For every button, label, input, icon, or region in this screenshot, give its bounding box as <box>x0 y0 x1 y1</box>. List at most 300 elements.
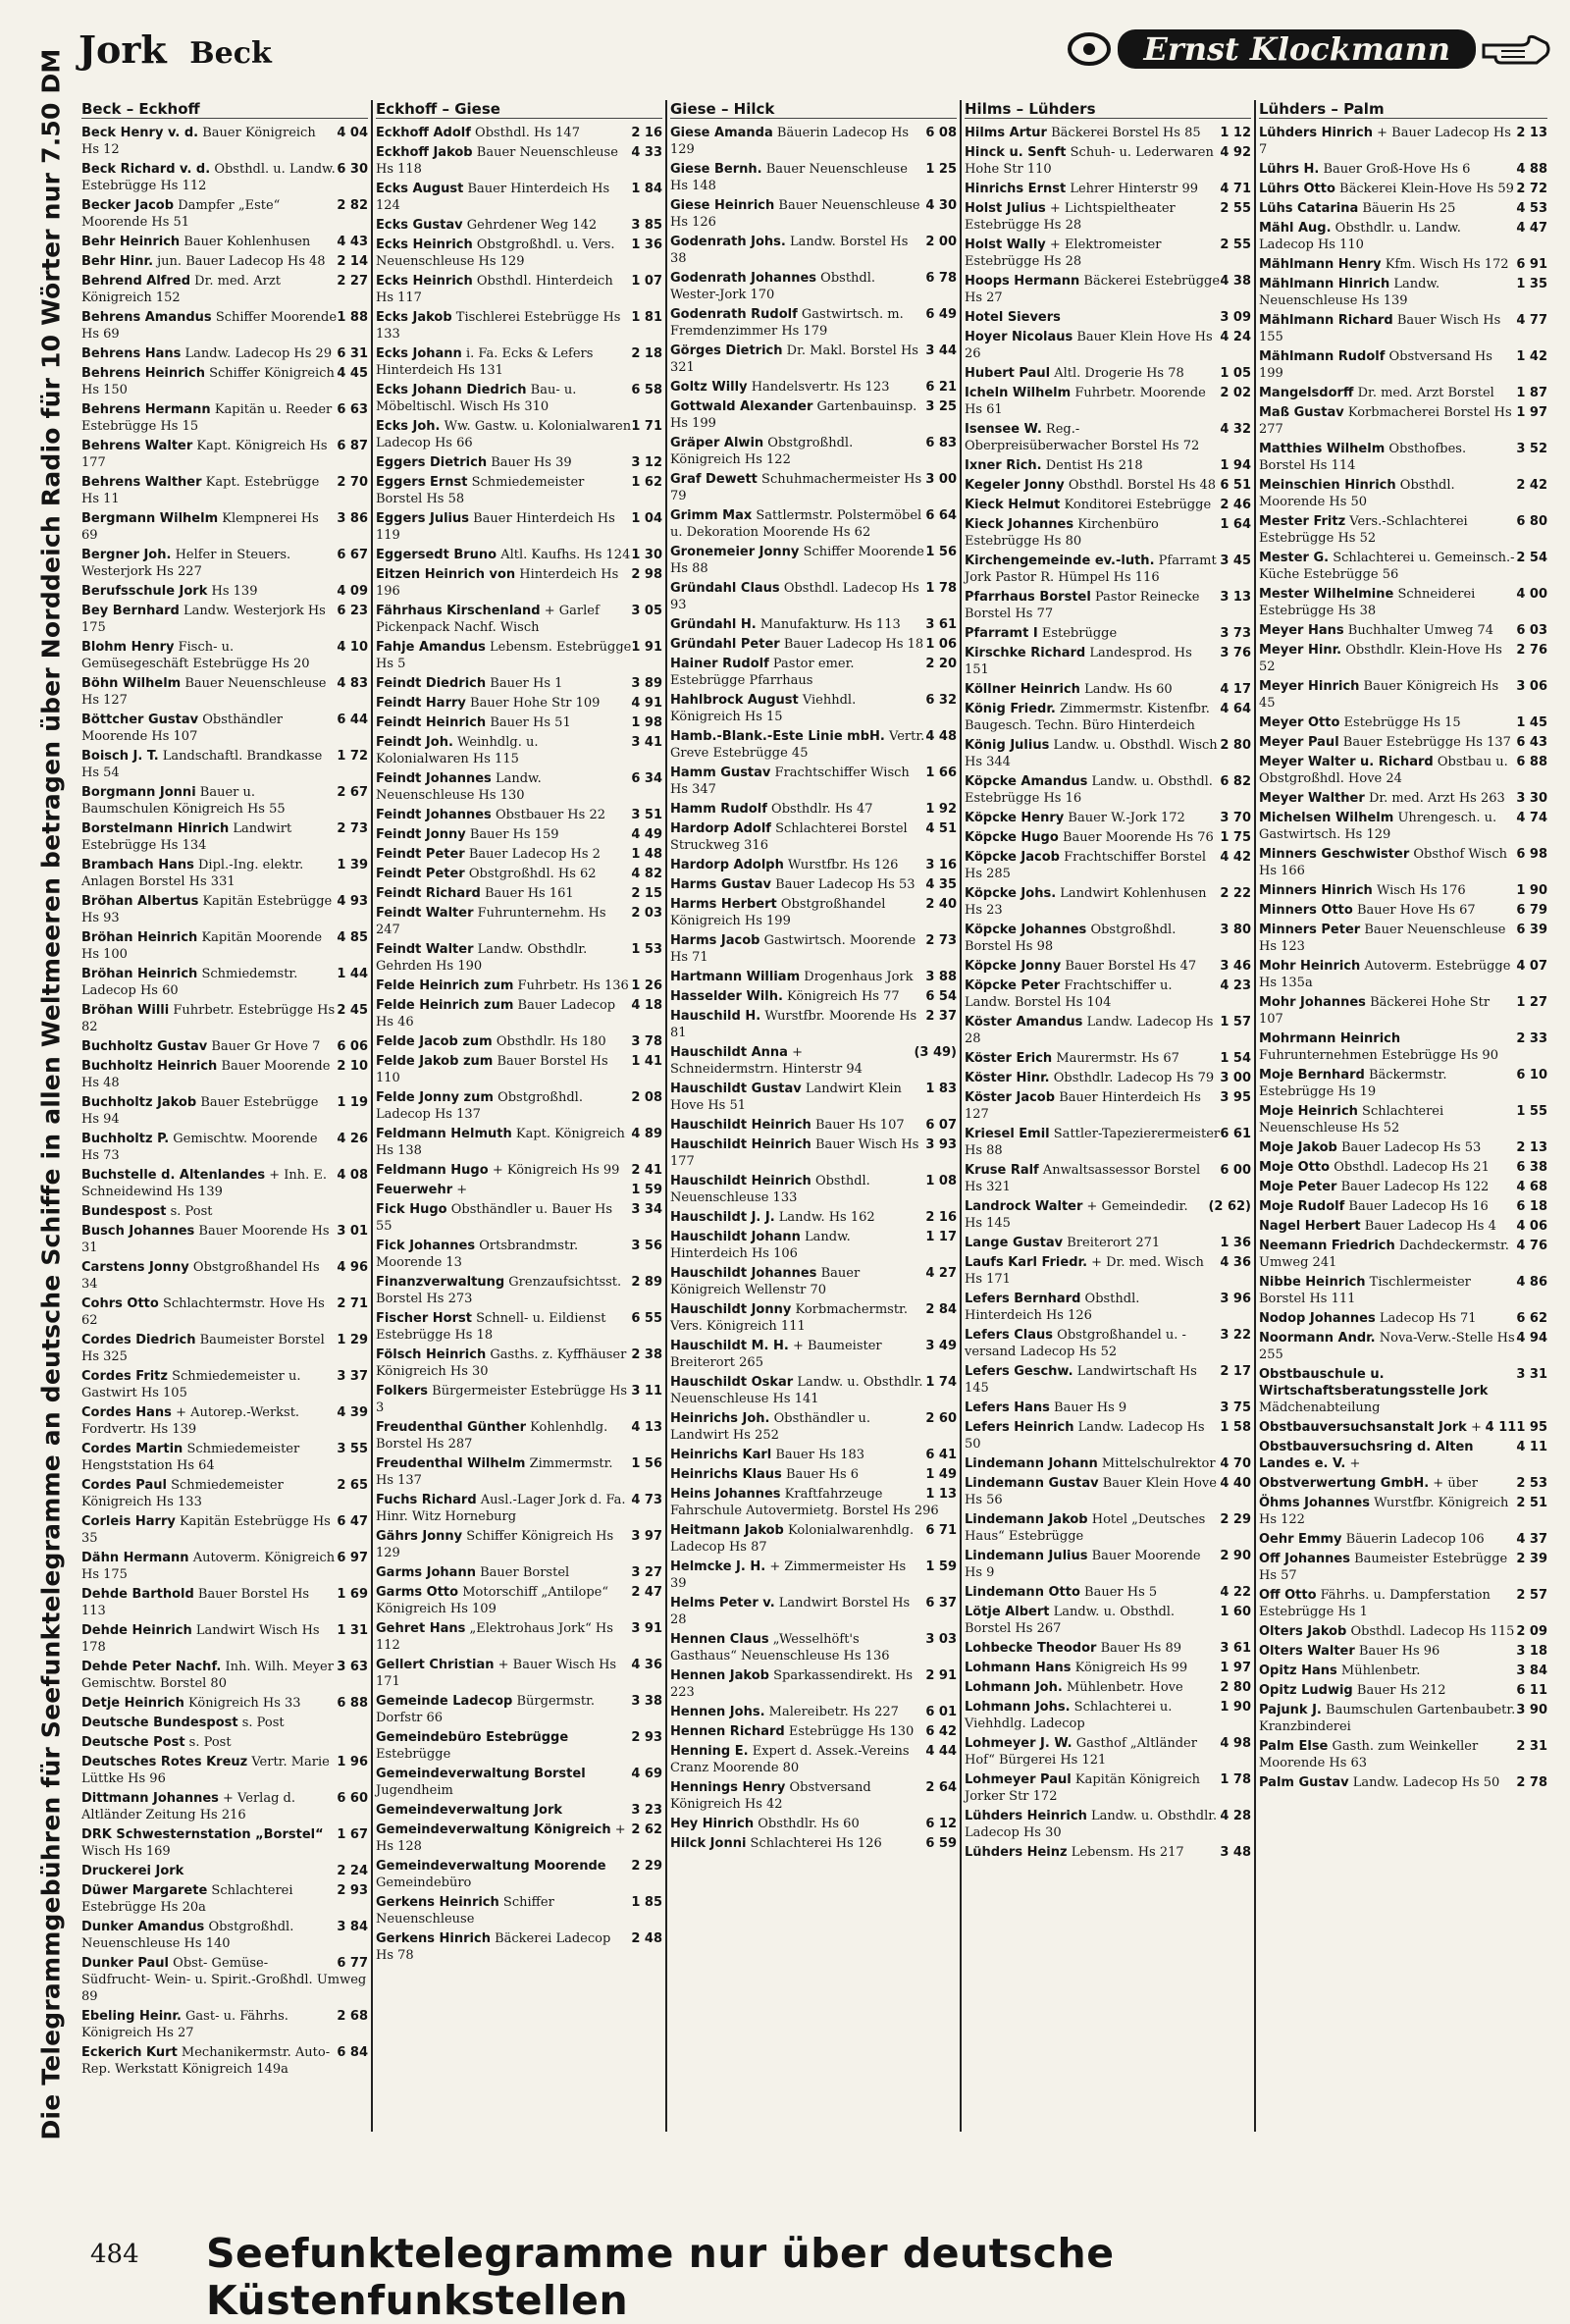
entry-name: Minners Peter <box>1259 923 1361 937</box>
directory-entry <box>965 1735 1251 1769</box>
directory-entry <box>376 1858 662 1891</box>
entry-name: Hennen Jakob <box>670 1668 769 1683</box>
directory-entry <box>81 401 368 435</box>
entry-detail: Landw. Ladecop Hs 28 <box>965 1015 1214 1046</box>
directory-entry <box>376 885 662 902</box>
entry-detail: Jugendheim <box>376 1783 453 1798</box>
entry-name: Hauschildt Oskar <box>670 1375 794 1390</box>
entry-detail: + Verlag d. Altländer Zeitung Hs 216 <box>81 1791 295 1822</box>
entry-phone: 2 42 <box>1516 478 1547 493</box>
directory-entry <box>376 846 662 863</box>
directory-entry <box>1259 882 1547 899</box>
entry-phone: 3 61 <box>925 617 957 632</box>
entry-phone: 2 03 <box>631 906 662 921</box>
directory-entry <box>376 1383 662 1416</box>
hand-pointer-icon <box>1482 31 1550 67</box>
directory-entry <box>376 1201 662 1235</box>
entry-detail: Frachtschiffer u. Landw. Borstel Hs 104 <box>965 978 1173 1010</box>
entry-name: Kruse Ralf <box>965 1163 1039 1178</box>
entry-name: Isensee W. <box>965 422 1042 437</box>
entry-detail: Drogenhaus Jork <box>804 970 914 984</box>
entry-phone: 1 83 <box>925 1082 957 1096</box>
entry-phone: 2 98 <box>631 567 662 582</box>
directory-entry <box>1259 200 1547 217</box>
entry-detail: Manufakturw. Hs 113 <box>759 617 901 632</box>
directory-entry <box>1259 1179 1547 1195</box>
entry-phone: 3 45 <box>1220 554 1251 568</box>
entry-name: Hennen Johs. <box>670 1705 765 1719</box>
entry-detail: Bauer Borstel Hs 110 <box>376 1054 608 1085</box>
directory-entry <box>81 893 368 926</box>
entry-detail: Bäckerei Ladecop Hs 78 <box>376 1931 611 1963</box>
entry-phone: 3 05 <box>631 604 662 618</box>
directory-entry <box>1259 1682 1547 1699</box>
entry-phone: 2 38 <box>631 1347 662 1362</box>
directory-entry <box>1259 1623 1547 1640</box>
entry-detail: Bauer Ladecop Hs 4 <box>1364 1219 1496 1234</box>
directory-entry <box>965 922 1251 955</box>
entry-detail: Obsthändler Moorende Hs 107 <box>81 713 284 744</box>
entry-name: Gottwald Alexander <box>670 399 813 414</box>
entry-detail: Obsthofbes. Borstel Hs 114 <box>1259 442 1467 473</box>
entry-phone: 2 93 <box>337 1883 368 1898</box>
directory-entry <box>670 1743 957 1776</box>
entry-detail: Handelsvertr. Hs 123 <box>751 380 890 395</box>
directory-entry <box>1259 586 1547 619</box>
entry-name: Lohmann Joh. <box>965 1680 1063 1695</box>
entry-phone: 2 70 <box>337 475 368 490</box>
entry-phone: 1 44 <box>337 967 368 981</box>
directory-entry <box>81 345 368 362</box>
entry-phone: 4 53 <box>1516 201 1547 216</box>
entry-name: Minners Geschwister <box>1259 847 1410 862</box>
entry-name: Grimm Max <box>670 508 753 523</box>
entry-name: Görges Dietrich <box>670 343 783 358</box>
entry-detail: Ww. Gastw. u. Kolonialwaren Ladecop Hs 66 <box>376 419 632 450</box>
entry-name: Lühders Heinrich <box>965 1809 1087 1823</box>
directory-entry <box>670 379 957 396</box>
directory-entry <box>376 1492 662 1525</box>
entry-phone: 1 85 <box>631 1895 662 1910</box>
entry-phone: 6 18 <box>1516 1199 1547 1214</box>
entry-phone: 4 91 <box>631 696 662 711</box>
directory-entry <box>670 435 957 468</box>
directory-entry <box>670 1338 957 1371</box>
entry-phone: 4 04 <box>337 126 368 140</box>
entry-phone: 6 30 <box>337 162 368 177</box>
directory-entry <box>1259 312 1547 345</box>
entry-phone: 1 97 <box>1516 405 1547 420</box>
entry-name: Bröhan Willi <box>81 1003 170 1018</box>
entry-detail: Bauer Königreich Wellenstr 70 <box>670 1266 861 1297</box>
entry-detail: Landwirt Borstel Hs 28 <box>670 1596 911 1627</box>
entry-name: Hoops Hermann <box>965 274 1080 289</box>
entry-phone: 3 12 <box>631 455 662 470</box>
entry-name: Heitmann Jakob <box>670 1523 784 1538</box>
directory-entry <box>376 345 662 379</box>
entry-detail: Schuh- u. Lederwaren Hohe Str 110 <box>965 145 1214 177</box>
entry-name: Köpcke Jonny <box>965 959 1062 974</box>
directory-entry <box>81 1586 368 1619</box>
entry-phone: 6 67 <box>337 548 368 562</box>
directory-entry <box>376 1126 662 1159</box>
entry-phone: 6 88 <box>1516 755 1547 769</box>
entry-phone: 4 10 <box>337 640 368 655</box>
entry-detail: Fuhrunternehm. Hs 247 <box>376 906 606 937</box>
entry-detail: Landw. u. Obsthdl. Estebrügge Hs 16 <box>965 774 1213 806</box>
directory-entry <box>1259 256 1547 273</box>
directory-entry <box>376 866 662 882</box>
directory-entry <box>81 1332 368 1365</box>
directory-entry <box>81 966 368 999</box>
entry-phone: 4 48 <box>925 729 957 744</box>
entry-name: Behrens Hans <box>81 346 182 361</box>
entry-detail: Gemischtw. Moorende Hs 73 <box>81 1132 318 1163</box>
entry-phone: 2 29 <box>631 1859 662 1874</box>
entry-name: Kegeler Jonny <box>965 478 1065 493</box>
directory-entry <box>376 1310 662 1344</box>
entry-detail: Obstgroßhdl. u. Vers. Neuenschleuse Hs 129 <box>376 238 615 269</box>
entry-name: Godenrath Johs. <box>670 235 786 249</box>
entry-detail: + Dr. med. Wisch Hs 171 <box>965 1255 1204 1287</box>
entry-phone: 6 23 <box>337 604 368 618</box>
entry-name: Beck Henry v. d. <box>81 126 199 140</box>
entry-detail: Gastwirtsch. m. Fremdenzimmer Hs 179 <box>670 307 904 339</box>
entry-detail: Landwirtschaft Hs 145 <box>965 1364 1197 1396</box>
entry-detail: Wisch Hs 176 <box>1376 883 1466 898</box>
entry-name: Lefers Hans <box>965 1400 1050 1415</box>
entry-name: Hinrichs Ernst <box>965 182 1067 196</box>
directory-entry <box>81 1754 368 1787</box>
directory-entry <box>1259 810 1547 843</box>
entry-detail: Bauer Ladecop Hs 53 <box>1340 1140 1482 1155</box>
directory-entry <box>1259 550 1547 583</box>
entry-phone: 1 69 <box>337 1587 368 1602</box>
entry-name: Carstens Jonny <box>81 1260 189 1275</box>
entry-detail: Bauer Hs 183 <box>775 1448 865 1462</box>
entry-name: Harms Herbert <box>670 897 777 912</box>
entry-name: Gerkens Hinrich <box>376 1931 491 1946</box>
entry-name: Ecks Gustav <box>376 218 463 233</box>
entry-detail: Bäckerei Estebrügge Hs 27 <box>965 274 1221 305</box>
entry-name: Lindemann Julius <box>965 1549 1088 1563</box>
entry-detail: Grenzaufsichtsst. Borstel Hs 273 <box>376 1275 622 1306</box>
entry-detail: Schiffer Neuenschleuse <box>376 1895 554 1927</box>
entry-detail: Wurstfbr. Hs 126 <box>788 858 899 872</box>
entry-name: Feindt Richard <box>376 886 481 901</box>
directory-entry <box>81 1734 368 1751</box>
entry-detail: Ladecop Hs 71 <box>1379 1311 1477 1326</box>
directory-entry <box>965 1771 1251 1805</box>
entry-phone: 3 90 <box>1516 1703 1547 1717</box>
entry-detail: Kapitän u. Reeder Estebrügge Hs 15 <box>81 402 333 434</box>
entry-name: Fuchs Richard <box>376 1493 477 1507</box>
entry-name: Matthies Wilhelm <box>1259 442 1386 456</box>
entry-name: Feindt Joh. <box>376 735 453 750</box>
entry-phone: 2 22 <box>1220 886 1251 901</box>
directory-entry <box>376 1419 662 1452</box>
entry-phone: 4 11 <box>1485 1420 1517 1435</box>
entry-detail: Landw. Obsthdlr. Gehrden Hs 190 <box>376 942 588 974</box>
entry-name: Gährs Jonny <box>376 1529 463 1544</box>
directory-entry <box>670 765 957 798</box>
entry-name: Cordes Hans <box>81 1405 172 1420</box>
entry-phone: 2 37 <box>925 1009 957 1024</box>
entry-phone: 1 75 <box>1220 830 1251 845</box>
entry-detail: + Schneidermstrn. Hinterstr 94 <box>670 1045 863 1077</box>
entry-detail: Vers.-Schlachterei Estebrügge Hs 52 <box>1259 514 1468 546</box>
entry-name: Moje Heinrich <box>1259 1104 1358 1119</box>
entry-phone: 6 06 <box>337 1039 368 1054</box>
entry-name: Opitz Hans <box>1259 1664 1337 1678</box>
header-place: Jork <box>78 27 167 72</box>
entry-phone: 1 78 <box>1220 1772 1251 1787</box>
entry-name: Cordes Martin <box>81 1442 183 1456</box>
directory-entry <box>670 1816 957 1832</box>
directory-entry <box>1259 1551 1547 1584</box>
entry-detail: Anwaltsassessor Borstel Hs 321 <box>965 1163 1201 1194</box>
entry-phone: 3 22 <box>1220 1328 1251 1343</box>
entry-detail: + Garlef Pickenpack Nachf. Wisch <box>376 604 600 635</box>
entry-name: Deutsche Bundespost <box>81 1716 238 1730</box>
entry-phone: 2 76 <box>1516 643 1547 658</box>
entry-detail: + Bauer Wisch Hs 171 <box>376 1658 617 1689</box>
entry-phone: 1 66 <box>925 766 957 780</box>
entry-detail: Obsthdlr. Hs 180 <box>496 1034 606 1049</box>
directory-entry <box>81 365 368 398</box>
entry-phone: 1 92 <box>925 802 957 817</box>
entry-phone: 1 57 <box>1220 1015 1251 1030</box>
entry-name: Beck Richard v. d. <box>81 162 211 177</box>
entry-detail: Obsthdlr. Hs 60 <box>758 1817 860 1831</box>
entry-name: Feindt Johannes <box>376 771 492 786</box>
entry-name: Kirchengemeinde ev.-luth. <box>965 554 1155 568</box>
entry-phone: 6 43 <box>1516 735 1547 750</box>
entry-name: Mester Wilhelmine <box>1259 587 1394 602</box>
entry-name: Hauschildt Heinrich <box>670 1118 811 1133</box>
entry-phone: 4 36 <box>631 1658 662 1672</box>
entry-name: Meyer Hinr. <box>1259 643 1342 658</box>
entry-name: Gemeindeverwaltung Borstel <box>376 1767 586 1781</box>
directory-entry <box>670 1209 957 1226</box>
entry-phone: 2 55 <box>1220 201 1251 216</box>
directory-entry <box>376 125 662 141</box>
directory-entry <box>670 471 957 504</box>
directory-entry <box>965 1584 1251 1601</box>
directory-entry <box>81 1790 368 1823</box>
directory-entry <box>376 941 662 975</box>
entry-name: Moje Otto <box>1259 1160 1331 1175</box>
entry-name: Lohmeyer Paul <box>965 1772 1072 1787</box>
entry-phone: 1 42 <box>1516 349 1547 364</box>
entry-name: Eggersedt Bruno <box>376 548 497 562</box>
entry-name: Eggers Dietrich <box>376 455 488 470</box>
directory-entry <box>81 1368 368 1401</box>
entry-detail: Expert d. Assek.-Vereins Cranz Moorende 80 <box>670 1744 910 1775</box>
entry-detail: Obstgroßhdl. Ladecop Hs 137 <box>376 1090 583 1122</box>
entry-detail: + <box>1470 1420 1482 1435</box>
entry-detail: + über <box>1433 1476 1478 1491</box>
entry-phone: 1 53 <box>631 942 662 957</box>
entry-detail: Königreich Hs 33 <box>188 1696 301 1711</box>
entry-detail: Bauer Klein Hove Hs 26 <box>965 330 1213 361</box>
entry-detail: „Elektrohaus Jork“ Hs 112 <box>376 1621 613 1653</box>
directory-entry <box>965 977 1251 1011</box>
directory-entry <box>965 365 1251 382</box>
entry-detail: Obsthdl. Hinterdeich Hs 126 <box>965 1292 1140 1323</box>
entry-phone: 4 43 <box>337 235 368 249</box>
entry-detail: Obsthdl. Wester-Jork 170 <box>670 271 876 302</box>
directory-entry <box>1259 1587 1547 1620</box>
entry-name: Eggers Julius <box>376 511 469 526</box>
entry-name: Cordes Paul <box>81 1478 167 1493</box>
entry-detail: Reg.-Oberpreisüberwacher Borstel Hs 72 <box>965 422 1200 453</box>
entry-detail: Korbmacherei Borstel Hs 277 <box>1259 405 1512 437</box>
entry-name: Feindt Walter <box>376 906 474 921</box>
entry-name: Gräper Alwin <box>670 436 764 450</box>
directory-entry <box>81 1622 368 1656</box>
entry-detail: Frachtschiffer Borstel Hs 285 <box>965 850 1207 881</box>
entry-detail: Landw. Hinterdeich Hs 106 <box>670 1230 851 1261</box>
directory-entry <box>670 656 957 689</box>
entry-phone: 6 61 <box>1220 1127 1251 1141</box>
directory-entry <box>965 1455 1251 1472</box>
entry-detail: Obsthdl. Moorende Hs 50 <box>1259 478 1455 509</box>
entry-name: Bröhan Heinrich <box>81 967 198 981</box>
entry-phone: 3 89 <box>631 676 662 691</box>
directory-entry <box>965 309 1251 326</box>
entry-name: Hubert Paul <box>965 366 1051 381</box>
entry-name: Obstbauversuchsanstalt Jork <box>1259 1420 1467 1435</box>
entry-phone: 4 11 <box>1516 1440 1547 1454</box>
entry-name: Henning E. <box>670 1744 749 1759</box>
directory-entry <box>965 681 1251 698</box>
entry-name: Hennen Richard <box>670 1724 785 1739</box>
entry-detail: Landw. u. Obsthdl. Borstel Hs 267 <box>965 1605 1176 1636</box>
entry-name: Düwer Margarete <box>81 1883 208 1898</box>
entry-name: Pajunk J. <box>1259 1703 1322 1717</box>
directory-entry <box>670 306 957 340</box>
entry-detail: Weinhdlg. u. Kolonialwaren Hs 115 <box>376 735 539 766</box>
entry-detail: Bauer Hs 107 <box>814 1118 905 1133</box>
entry-phone: 2 60 <box>925 1411 957 1426</box>
entry-phone: 6 39 <box>1516 923 1547 937</box>
entry-name: Cordes Diedrich <box>81 1333 196 1347</box>
entry-name: Meyer Paul <box>1259 735 1339 750</box>
entry-name: Dehde Barthold <box>81 1587 194 1602</box>
directory-entry <box>965 237 1251 270</box>
entry-detail: Bauer Königreich Hs 12 <box>81 126 316 157</box>
entry-name: Hardorp Adolf <box>670 821 771 836</box>
directory-entry <box>376 474 662 507</box>
entry-name: Meyer Walther <box>1259 791 1365 806</box>
entry-phone: 1 17 <box>925 1230 957 1244</box>
entry-name: Gemeindebüro Estebrügge <box>376 1730 569 1745</box>
entry-detail: Obstversand Königreich Hs 42 <box>670 1780 871 1812</box>
directory-entry <box>965 457 1251 474</box>
entry-detail: Gasth. zum Weinkeller Moorende Hs 63 <box>1259 1739 1479 1770</box>
directory-entry <box>376 734 662 767</box>
entry-detail: Bauer Moorende Hs 76 <box>1062 830 1214 845</box>
entry-detail: Bauer Borstel <box>480 1565 570 1580</box>
directory-entry <box>965 589 1251 622</box>
entry-detail: Bäckermstr. Estebrügge Hs 19 <box>1259 1068 1447 1099</box>
entry-phone: 1 56 <box>631 1456 662 1471</box>
directory-columns <box>78 100 1552 2132</box>
entry-name: Fölsch Heinrich <box>376 1347 487 1362</box>
entry-phone: 2 48 <box>631 1931 662 1946</box>
column-heading: Eckhoff – Giese <box>376 100 662 119</box>
entry-detail: Ausl.-Lager Jork d. Fa. Hinr. Witz Horneburg <box>376 1493 626 1524</box>
entry-name: Feindt Peter <box>376 867 465 881</box>
page-header <box>78 27 1550 71</box>
entry-phone: (3 49) <box>914 1045 957 1060</box>
directory-entry <box>670 1173 957 1206</box>
entry-name: Hauschildt Gustav <box>670 1082 802 1096</box>
entry-detail: Bauer Hs 5 <box>1084 1585 1158 1600</box>
entry-detail: Bauer Estebrügge Hs 137 <box>1342 735 1511 750</box>
directory-entry <box>81 1863 368 1879</box>
entry-name: Gellert Christian <box>376 1658 495 1672</box>
entry-name: Obstbauversuchsring d. Alten Landes e. V. <box>1259 1440 1474 1471</box>
entry-detail: Obsthdlr. u. Landw. Ladecop Hs 110 <box>1259 221 1461 252</box>
entry-detail: + Hs 128 <box>376 1822 626 1854</box>
entry-name: Hainer Rudolf <box>670 657 769 671</box>
entry-detail: Kapitän Estebrügge Hs 35 <box>81 1514 331 1546</box>
entry-detail: Bauer Wisch Hs 155 <box>1259 313 1501 344</box>
entry-phone: 3 84 <box>337 1920 368 1934</box>
entry-phone: 2 24 <box>337 1864 368 1878</box>
entry-detail: Landw. Ladecop Hs 50 <box>965 1420 1205 1452</box>
entry-name: Feindt Heinrich <box>376 715 487 730</box>
entry-name: Freudenthal Günther <box>376 1420 527 1435</box>
entry-name: Freudenthal Wilhelm <box>376 1456 526 1471</box>
entry-detail: Mechanikermstr. Auto-Rep. Werkstatt Königreich 149a <box>81 2045 331 2077</box>
entry-name: Gemeindeverwaltung Königreich <box>376 1822 611 1837</box>
entry-detail: Bauer Neuenschleuse Hs 126 <box>670 198 920 230</box>
entry-name: Kirschke Richard <box>965 646 1086 660</box>
entry-name: Heinrichs Klaus <box>670 1467 782 1482</box>
entry-phone: 4 27 <box>925 1266 957 1281</box>
entry-detail: Landesprod. Hs 151 <box>965 646 1192 677</box>
entry-name: Olters Walter <box>1259 1644 1355 1659</box>
entry-name: Bergner Joh. <box>81 548 172 562</box>
entry-name: König Julius <box>965 738 1050 753</box>
entry-detail: Kirchenbüro Estebrügge Hs 80 <box>965 517 1159 549</box>
sidebar-advertisement <box>29 48 73 2140</box>
entry-name: Feuerwehr <box>376 1183 453 1197</box>
entry-detail: Schlachterei Neuenschleuse Hs 52 <box>1259 1104 1444 1136</box>
entry-detail: Hs 139 <box>211 584 258 599</box>
directory-entry <box>1259 220 1547 253</box>
directory-entry <box>965 1291 1251 1324</box>
directory-entry <box>81 784 368 818</box>
directory-entry <box>670 1779 957 1813</box>
entry-phone: 2 20 <box>925 657 957 671</box>
entry-phone: 3 84 <box>1516 1664 1547 1678</box>
entry-detail: Bauer Borstel Hs 47 <box>1065 959 1197 974</box>
entry-name: Godenrath Rudolf <box>670 307 798 322</box>
entry-detail: Gartenbauinsp. Hs 199 <box>670 399 917 431</box>
entry-phone: 6 78 <box>925 271 957 286</box>
entry-detail: Nova-Verw.-Stelle Hs 255 <box>1259 1331 1515 1362</box>
entry-name: Hasselder Wilh. <box>670 989 783 1004</box>
directory-entry <box>1259 922 1547 955</box>
entry-detail: Dipl.-Ing. elektr. Anlagen Borstel Hs 331 <box>81 858 304 889</box>
directory-entry <box>670 857 957 873</box>
entry-phone: 3 25 <box>925 399 957 414</box>
entry-phone: 1 48 <box>631 847 662 862</box>
